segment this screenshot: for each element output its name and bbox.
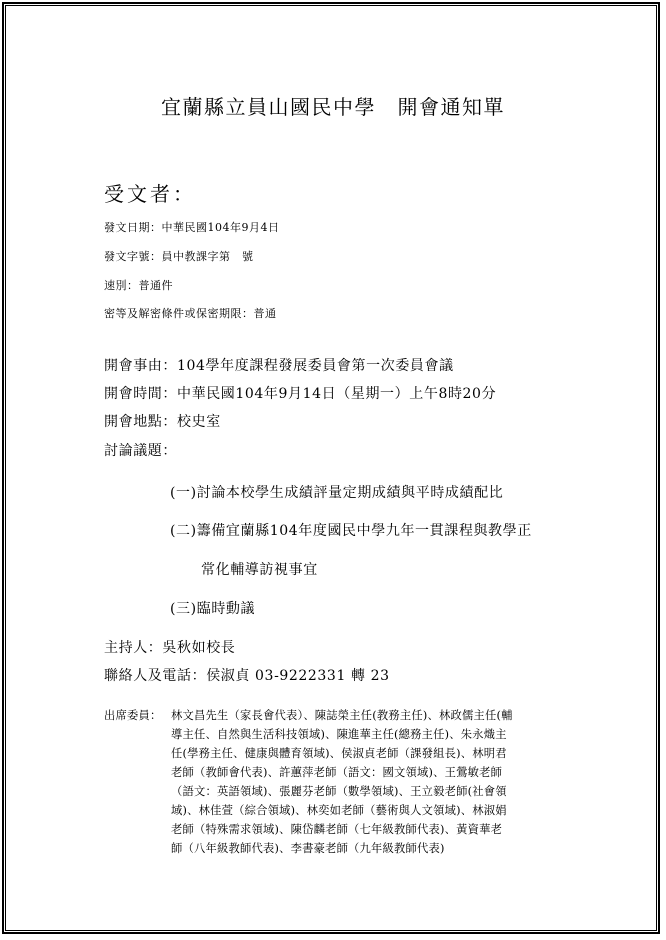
attendee-line: 域)、林佳萱（綜合領域)、林奕如老師（藝術與人文領域)、林淑娟 [171,804,507,817]
agenda-item-2-continued: 常化輔導訪視事宜 [201,562,318,578]
meeting-subject: 開會事由：104學年度課程發展委員會第一次委員會議 [104,358,454,374]
attendee-line: 林文昌先生（家長會代表）、陳誌榮主任(教務主任)、林政儒主任(輔 [171,709,513,722]
meeting-chair: 主持人：吳秋如校長 [104,640,236,656]
meeting-place: 開會地點：校史室 [104,414,221,430]
meeting-time: 開會時間：中華民國104年9月14日（星期一）上午8時20分 [104,386,497,402]
delivery-type: 速別：普通件 [104,279,173,292]
contact-info: 聯絡人及電話：侯淑貞 03-9222331 轉 23 [104,668,390,684]
security-level: 密等及解密條件或保密期限：普通 [104,307,277,320]
document-number: 發文字號：員中教課字第 號 [104,250,254,263]
recipient-label: 受文者： [104,182,196,206]
agenda-label: 討論議題： [104,443,177,459]
attendee-line: （語文：英語領域)、張麗芬老師（數學領域)、王立毅老師(社會領 [171,785,507,798]
attendee-line: 老師（特殊需求領域)、陳岱麟老師（七年級教師代表)、黃資華老 [171,823,503,836]
attendees-label: 出席委員： [104,709,162,722]
attendee-line: 師（八年級教師代表)、李書豪老師（九年級教師代表) [171,842,445,855]
attendee-line: 任(學務主任、健康與體育領域)、侯淑貞老師（課發組長)、林明君 [171,747,507,760]
document-title: 宜蘭縣立員山國民中學 開會通知單 [161,95,505,119]
agenda-item-2: (二)籌備宜蘭縣104年度國民中學九年一貫課程與教學正 [170,523,532,539]
issue-date: 發文日期：中華民國104年9月4日 [104,221,280,234]
attendee-line: 導主任、自然與生活科技領域)、陳進華主任(總務主任)、朱永熾主 [171,728,507,741]
attendee-line: 老師（教師會代表)、許蕙萍老師（語文：國文領域)、王鶯敏老師 [171,766,503,779]
agenda-item-3: (三)臨時動議 [170,601,256,617]
agenda-item-1: (一)討論本校學生成績評量定期成績與平時成績配比 [170,485,504,501]
